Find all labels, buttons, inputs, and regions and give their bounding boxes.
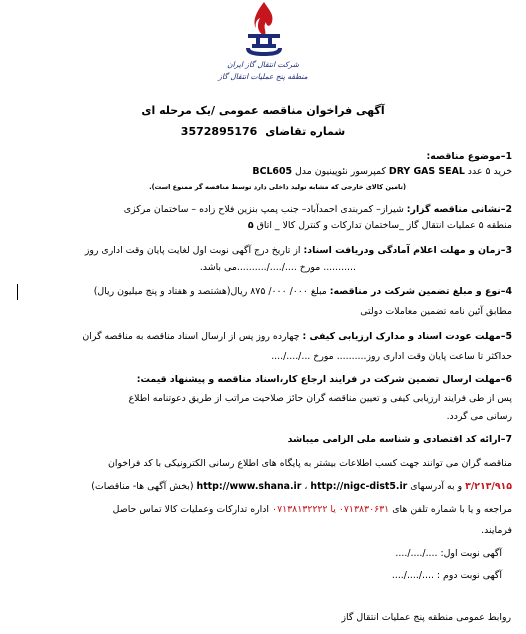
section-7-line2: ۳/۲۱۳/۹۱۵ و به آدرسهای http://www.shana.ir ، http://nigc-dist5.ir (بخش آگهی ها- مناقصات) xyxy=(91,481,512,492)
flame-logo-icon xyxy=(222,0,306,60)
section-5-text: چهارده روز پس از ارسال اسناد مناقصه به مناقصه گران xyxy=(82,331,300,342)
section-7-section: (بخش آگهی ها- مناقصات) xyxy=(91,481,194,492)
section-6-heading: 6–مهلت ارسال تضمین شرکت در فرایند ارجاع کار،اسناد مناقصه و پیشنهاد قیمت: xyxy=(136,374,512,385)
section-7-and: و به آدرسهای xyxy=(410,481,463,492)
section-3-line1 xyxy=(85,244,512,258)
section-3-text2: ........... مورخ ..../..../..........می باشد. xyxy=(199,262,356,273)
tender-code: ۳/۲۱۳/۹۱۵ xyxy=(465,481,512,492)
section-7-text3a: مراجعه و یا با شماره تلفن های xyxy=(392,504,512,515)
section-2-heading: 2–نشانی مناقصه گزار: xyxy=(406,204,512,215)
section-5-text2: حداکثر تا ساعت پایان وقت اداری روز.......... مورخ .../..../.... xyxy=(271,351,512,362)
second-notice-date: آگهی نوبت دوم : ..../..../.... xyxy=(391,570,502,581)
section-4-line1 xyxy=(94,285,512,299)
request-label: شماره تقاضای xyxy=(265,125,346,138)
logo-company-name: شرکت انتقال گاز ایران xyxy=(227,60,299,69)
section-7-text-body: مناقصه گران می توانند جهت کسب اطلاعات بیشتر به پایگاه های اطلاع رسانی الکترونیکی با کد فراخوان xyxy=(107,458,512,469)
logo-region-name: منطقه پنج عملیات انتقال گاز xyxy=(218,72,308,81)
phone-number-2[interactable]: ۰۷۱۳۸۱۳۲۲۲۲ xyxy=(272,504,328,515)
section-4-text2: مطابق آئین نامه تضمین معاملات دولتی xyxy=(360,306,512,317)
section-2-room: ۵ xyxy=(247,220,254,231)
footer-public-relations: روابط عمومی منطقه پنج عملیات انتقال گاز xyxy=(341,612,511,623)
section-3-text: از تاریخ درج آگهی نوبت اول لغایت پایان وقت اداری روز xyxy=(84,245,301,256)
s1-text-d: BCL605 xyxy=(252,166,292,177)
section-7-text4: فرمایند. xyxy=(481,525,512,536)
section-2-line1 xyxy=(124,203,512,217)
section-2-line2 xyxy=(248,219,512,233)
section-5-line1 xyxy=(82,330,512,344)
section-7-text xyxy=(108,457,512,471)
phone-or: یا xyxy=(330,504,336,515)
text-cursor-marker xyxy=(17,284,18,300)
section-2-text: شیراز– کمربندی احمدآباد– جنب پمپ بنزین فلاح زاده – ساختمان مرکزی xyxy=(123,204,404,215)
section-4-heading: 4–نوع و مبلغ تضمین شرکت در مناقصه: xyxy=(329,286,512,297)
website-link-nigc[interactable]: http://nigc-dist5.ir xyxy=(310,481,408,492)
first-notice-date: آگهی نوبت اول: ..../..../.... xyxy=(395,548,502,559)
section-7-heading: 7–ارائه کد اقتصادی و شناسه ملی الزامی میباشد xyxy=(287,434,512,445)
s1-text-c: کمپرسور نئوپینیون مدل xyxy=(294,166,386,177)
section-2-text2: منطقه ۵ عملیات انتقال گاز _ساختمان تدارکات و کنترل کالا _ اتاق xyxy=(256,220,512,231)
section-7-text3b: اداره تدارکات وعملیات کالا تماس حاصل xyxy=(112,504,270,515)
section-1-heading: 1–موضوع مناقصه: xyxy=(426,151,512,162)
section-6-text: پس از طی فرایند ارزیابی کیفی و تعیین مناقصه گران حائز صلاحیت مراتب از طریق دعوتنامه اطلاع xyxy=(128,393,512,404)
notice-title: آگهی فراخوان مناقصه عمومی /یک مرحله ای xyxy=(141,104,385,117)
company-logo xyxy=(222,0,306,98)
section-1-note: (تامین کالای خارجی که مشابه تولید داخلی دارد توسط مناقصه گر ممنوع است). xyxy=(149,183,406,191)
section-5-heading: 5–مهلت عودت اسناد و مدارک ارزیابی کیفی : xyxy=(302,331,512,342)
section-7-line3 xyxy=(113,503,512,517)
s1-text-a: خرید ۵ عدد xyxy=(467,166,512,177)
section-4-text: مبلغ ۰۰۰/ ۰۰۰/ ۸۷۵ ریال(هشتصد و هفتاد و پنج میلیون ریال) xyxy=(93,286,327,297)
section-1-text xyxy=(252,165,512,179)
request-number: 3572895176 xyxy=(180,125,258,138)
website-link-shana[interactable]: http://www.shana.ir xyxy=(196,481,302,492)
section-6-text2: رسانی می گردد. xyxy=(446,411,512,422)
s1-text-b: DRY GAS SEAL xyxy=(388,166,465,177)
phone-number-1[interactable]: ۰۷۱۳۸۳۰۶۳۱ xyxy=(338,504,390,515)
request-number-line xyxy=(40,125,486,138)
section-3-heading: 3–زمان و مهلت اعلام آمادگی ودریافت اسناد: xyxy=(303,245,512,256)
